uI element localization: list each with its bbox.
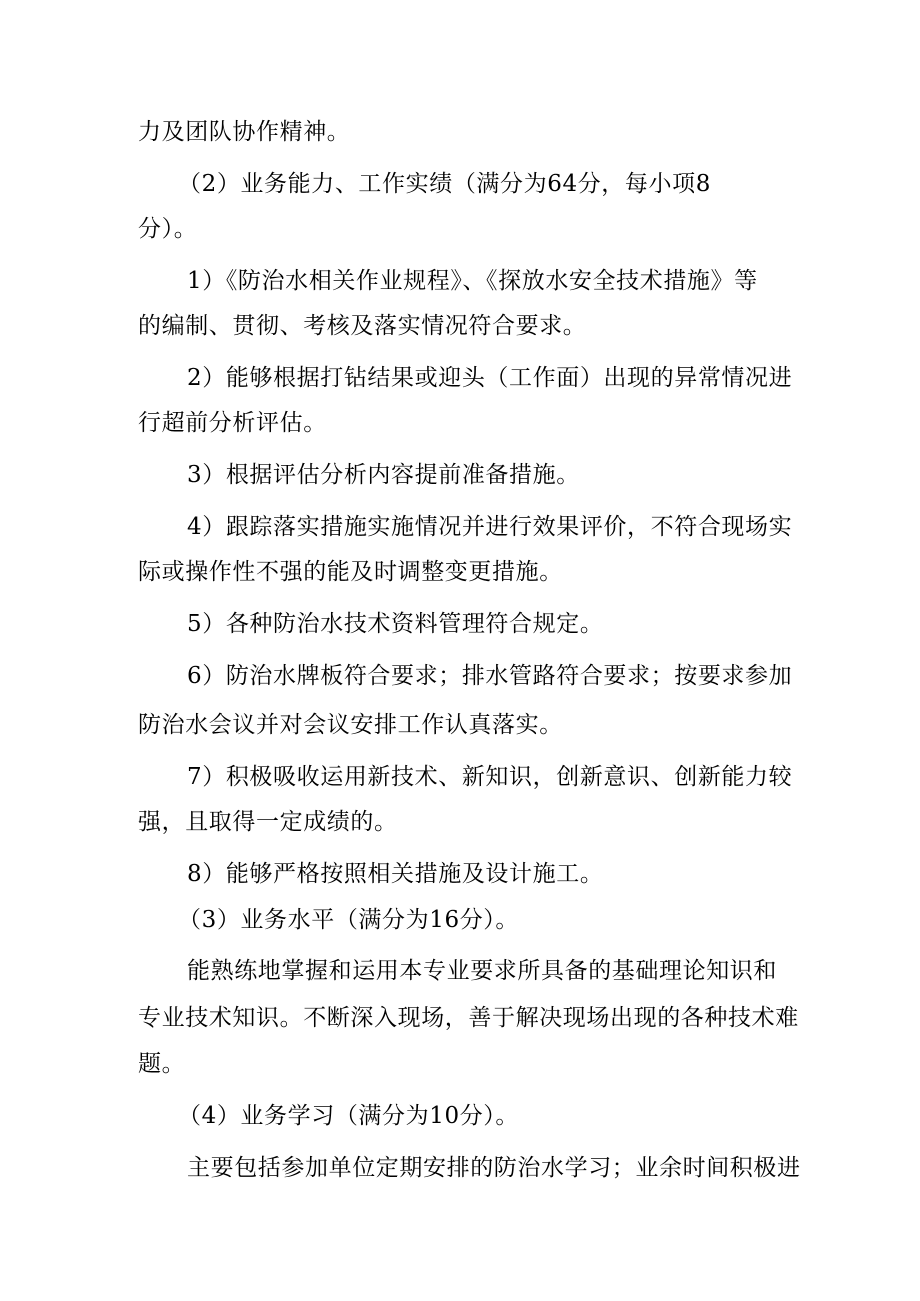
list-item-8: 8）能够严格按照相关措施及设计施工。 <box>187 861 604 887</box>
paragraph-line: 主要包括参加单位定期安排的防治水学习；业余时间积极进 <box>187 1155 801 1181</box>
list-item-7: 7）积极吸收运用新技术、新知识，创新意识、创新能力较 <box>187 764 793 790</box>
list-item-4: 4）跟踪落实措施实施情况并进行效果评价，不符合现场实 <box>187 514 793 540</box>
paragraph-line: 防治水会议并对会议安排工作认真落实。 <box>138 712 563 738</box>
list-item-5: 5）各种防治水技术资料管理符合规定。 <box>187 611 604 637</box>
paragraph-line: 的编制、贯彻、考核及落实情况符合要求。 <box>138 313 587 339</box>
paragraph-line: 题。 <box>138 1051 186 1077</box>
list-item-3: 3）根据评估分析内容提前准备措施。 <box>187 462 580 488</box>
paragraph-line: 行超前分析评估。 <box>138 410 327 436</box>
paragraph-line: 能熟练地掌握和运用本专业要求所具备的基础理论知识和 <box>187 958 777 984</box>
section-heading-2: （2）业务能力、工作实绩（满分为64分，每小项8 <box>178 171 711 197</box>
list-item-1: 1）《防治水相关作业规程》、《探放水安全技术措施》等 <box>187 268 758 294</box>
section-heading-3: （3）业务水平（满分为16分）。 <box>178 907 519 933</box>
paragraph-line: 专业技术知识。不断深入现场，善于解决现场出现的各种技术难 <box>138 1005 799 1031</box>
paragraph-line: 际或操作性不强的能及时调整变更措施。 <box>138 559 563 585</box>
paragraph-line: 力及团队协作精神。 <box>138 119 351 145</box>
paragraph-line: 分）。 <box>138 216 198 242</box>
paragraph-line: 强，且取得一定成绩的。 <box>138 809 398 835</box>
list-item-2: 2）能够根据打钻结果或迎头（工作面）出现的异常情况进 <box>187 365 793 391</box>
section-heading-4: （4）业务学习（满分为10分）。 <box>178 1103 519 1129</box>
list-item-6: 6）防治水牌板符合要求；排水管路符合要求；按要求参加 <box>187 663 793 689</box>
